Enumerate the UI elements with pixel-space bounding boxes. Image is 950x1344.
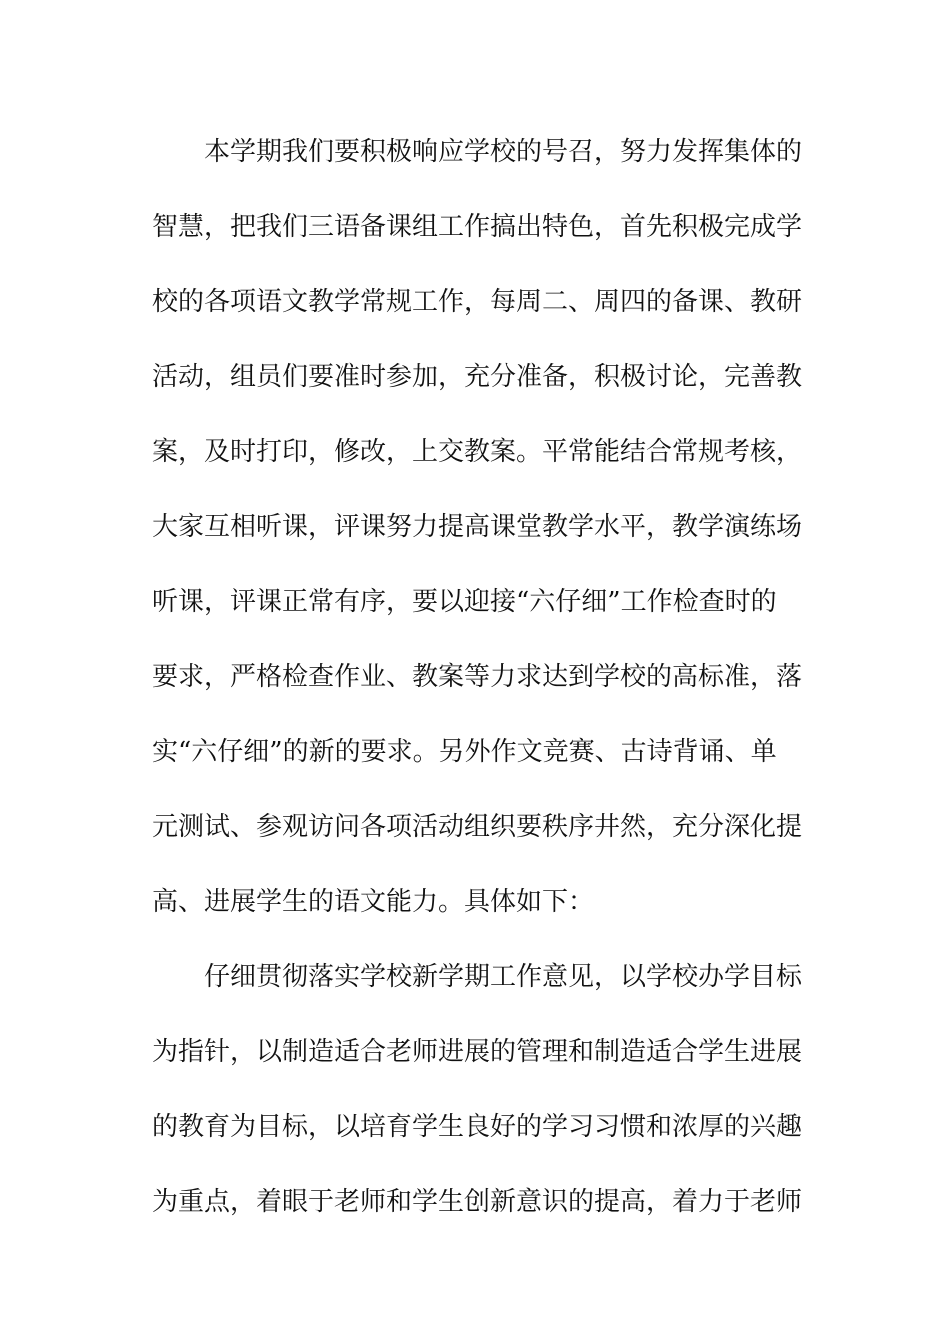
paragraph-2-line-3: 的教育为目标，以培育学生良好的学习习惯和浓厚的兴趣: [152, 1112, 803, 1142]
paragraph-1-line-8: 要求，严格检查作业、教案等力求达到学校的高标准，落: [152, 662, 803, 692]
paragraph-1-line-10: 元测试、参观访问各项活动组织要秩序井然，充分深化提: [152, 812, 803, 842]
paragraph-1-line-4: 活动，组员们要准时参加，充分准备，积极讨论，完善教: [152, 362, 803, 392]
paragraph-1-line-9: 实“六仔细”的新的要求。另外作文竞赛、古诗背诵、单: [152, 737, 777, 767]
paragraph-1-line-3: 校的各项语文教学常规工作，每周二、周四的备课、教研: [152, 287, 803, 317]
paragraph-2-line-4: 为重点，着眼于老师和学生创新意识的提高，着力于老师: [152, 1187, 803, 1217]
paragraph-1-line-5: 案，及时打印，修改，上交教案。平常能结合常规考核，: [152, 437, 803, 467]
paragraph-2-line-1: 仔细贯彻落实学校新学期工作意见，以学校办学目标: [204, 962, 803, 992]
paragraph-1-line-7: 听课，评课正常有序，要以迎接“六仔细”工作检查时的: [152, 587, 777, 617]
body-text: [152, 128, 803, 1253]
paragraph-2-line-2: 为指针，以制造适合老师进展的管理和制造适合学生进展: [152, 1037, 803, 1067]
paragraph-1-line-11: 高、进展学生的语文能力。具体如下：: [152, 887, 595, 917]
paragraph-1-line-2: 智慧，把我们三语备课组工作搞出特色，首先积极完成学: [152, 212, 803, 242]
paragraph-1-line-6: 大家互相听课，评课努力提高课堂教学水平，教学演练场: [152, 512, 803, 542]
paragraph-1-line-1: 本学期我们要积极响应学校的号召，努力发挥集体的: [204, 137, 803, 167]
